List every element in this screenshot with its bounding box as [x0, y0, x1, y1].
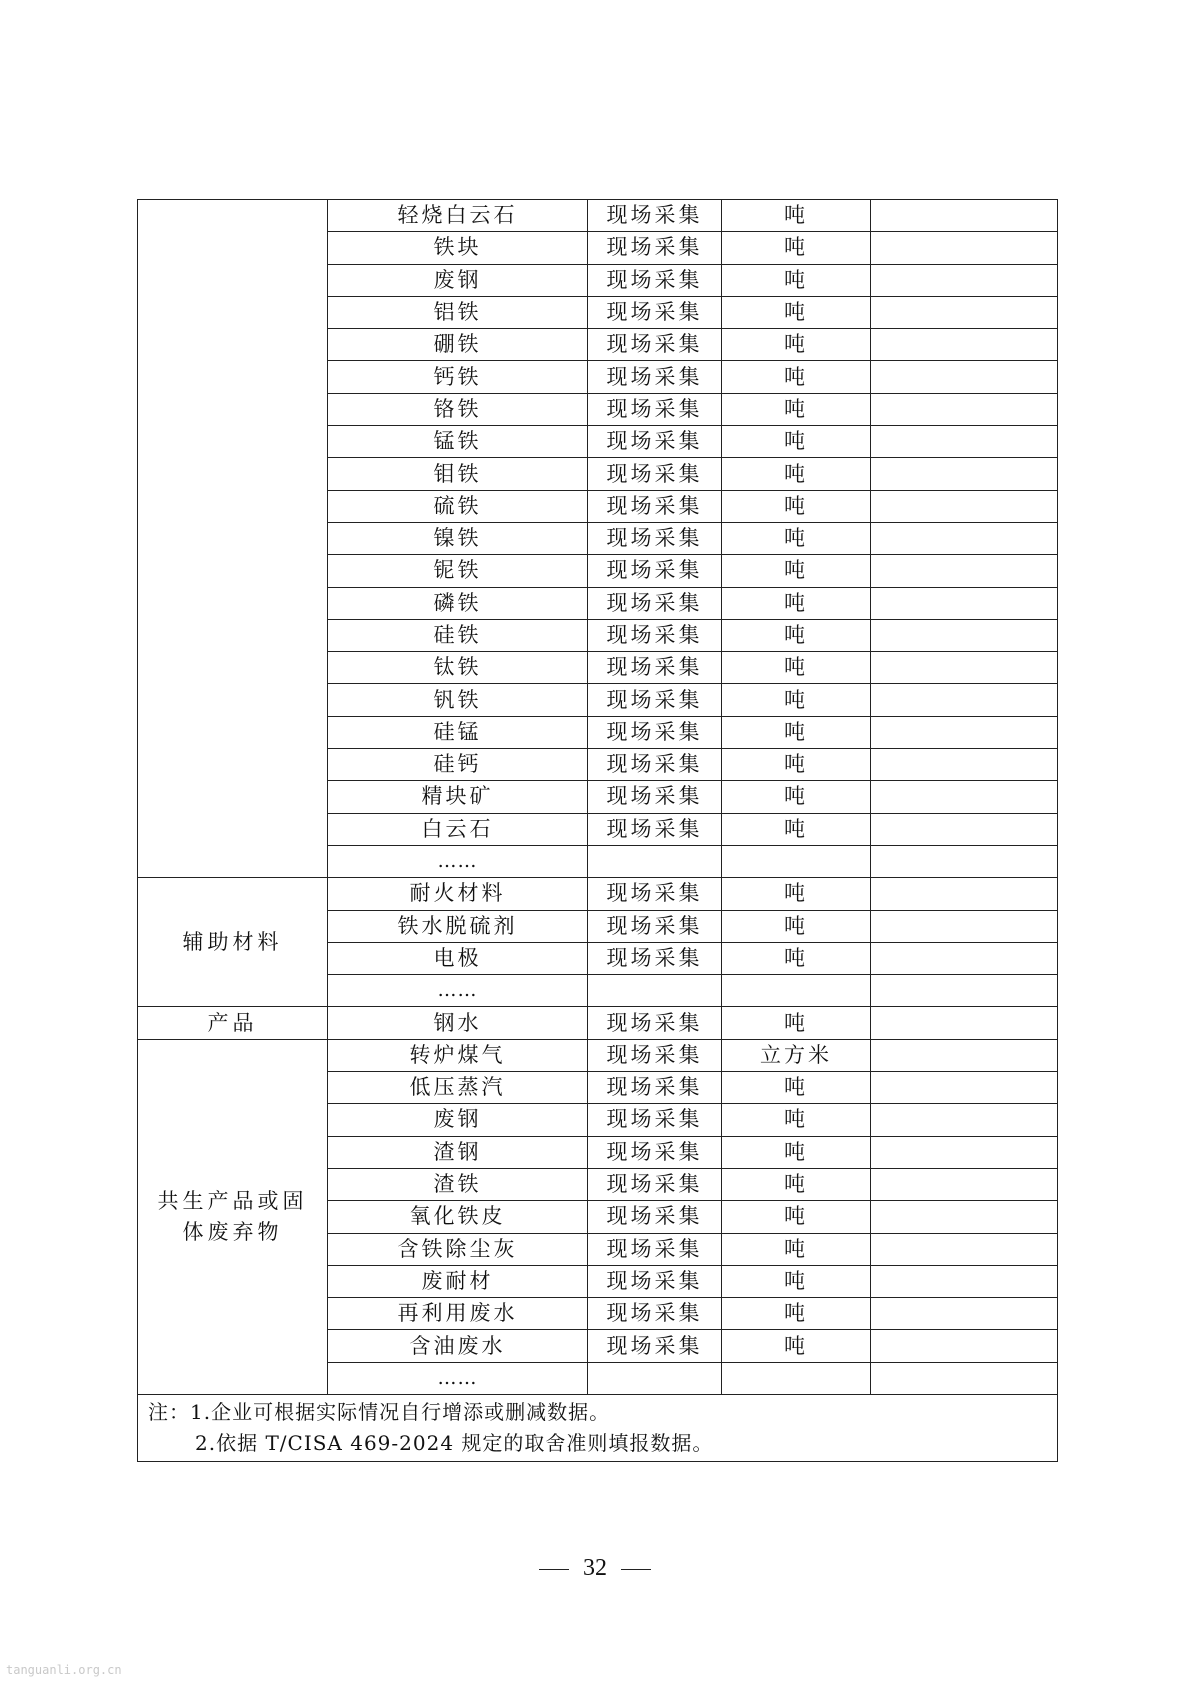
source-cell: 现场采集 [588, 1104, 722, 1136]
value-cell [871, 458, 1058, 490]
unit-cell: 吨 [722, 652, 871, 684]
item-name-cell: 含铁除尘灰 [328, 1233, 588, 1265]
source-cell: 现场采集 [588, 716, 722, 748]
item-name-cell: 锰铁 [328, 426, 588, 458]
page-number: 32 [583, 1555, 607, 1581]
unit-cell: 吨 [722, 716, 871, 748]
item-name-cell: 氧化铁皮 [328, 1201, 588, 1233]
value-cell [871, 845, 1058, 877]
source-cell: 现场采集 [588, 522, 722, 554]
value-cell [871, 490, 1058, 522]
item-name-cell: 铝铁 [328, 296, 588, 328]
table-body [138, 200, 1058, 1395]
item-name-cell: 渣钢 [328, 1136, 588, 1168]
value-cell [871, 1201, 1058, 1233]
note-line-2: 2.依据 T/CISA 469-2024 规定的取舍准则填报数据。 [195, 1430, 714, 1455]
value-cell [871, 361, 1058, 393]
unit-cell: 吨 [722, 749, 871, 781]
value-cell [871, 587, 1058, 619]
value-cell [871, 781, 1058, 813]
source-cell: 现场采集 [588, 393, 722, 425]
unit-cell: 吨 [722, 296, 871, 328]
item-name-cell: 镍铁 [328, 522, 588, 554]
source-cell: 现场采集 [588, 652, 722, 684]
value-cell [871, 619, 1058, 651]
left-dash [539, 1569, 569, 1570]
unit-cell: 吨 [722, 232, 871, 264]
source-cell: 现场采集 [588, 1168, 722, 1200]
value-cell [871, 652, 1058, 684]
table-row [138, 1007, 1058, 1039]
source-cell: 现场采集 [588, 232, 722, 264]
unit-cell: 立方米 [722, 1039, 871, 1071]
value-cell [871, 393, 1058, 425]
unit-cell: 吨 [722, 587, 871, 619]
item-name-cell: 含油废水 [328, 1330, 588, 1362]
item-name-cell: 硅钙 [328, 749, 588, 781]
unit-cell: 吨 [722, 1007, 871, 1039]
table-note [138, 1394, 1058, 1461]
item-name-cell: 铬铁 [328, 393, 588, 425]
item-name-cell: …… [328, 845, 588, 877]
value-cell [871, 200, 1058, 232]
source-cell: 现场采集 [588, 878, 722, 910]
item-name-cell: 耐火材料 [328, 878, 588, 910]
unit-cell: 吨 [722, 781, 871, 813]
source-cell: 现场采集 [588, 1298, 722, 1330]
value-cell [871, 1265, 1058, 1297]
value-cell [871, 813, 1058, 845]
unit-cell: 吨 [722, 200, 871, 232]
source-cell [588, 975, 722, 1007]
source-cell: 现场采集 [588, 361, 722, 393]
item-name-cell: 钙铁 [328, 361, 588, 393]
source-cell: 现场采集 [588, 490, 722, 522]
value-cell [871, 910, 1058, 942]
value-cell [871, 1362, 1058, 1394]
value-cell [871, 1330, 1058, 1362]
value-cell [871, 1233, 1058, 1265]
item-name-cell: 低压蒸汽 [328, 1072, 588, 1104]
note-row [138, 1394, 1058, 1461]
unit-cell: 吨 [722, 1265, 871, 1297]
source-cell: 现场采集 [588, 684, 722, 716]
unit-cell: 吨 [722, 490, 871, 522]
source-cell: 现场采集 [588, 1039, 722, 1071]
item-name-cell: 废钢 [328, 264, 588, 296]
unit-cell: 吨 [722, 878, 871, 910]
value-cell [871, 749, 1058, 781]
value-cell [871, 426, 1058, 458]
source-cell: 现场采集 [588, 1136, 722, 1168]
value-cell [871, 1072, 1058, 1104]
source-cell: 现场采集 [588, 426, 722, 458]
table-row [138, 1039, 1058, 1071]
source-cell [588, 845, 722, 877]
source-cell: 现场采集 [588, 264, 722, 296]
item-name-cell: 白云石 [328, 813, 588, 845]
source-cell: 现场采集 [588, 329, 722, 361]
unit-cell: 吨 [722, 393, 871, 425]
source-cell: 现场采集 [588, 910, 722, 942]
source-cell: 现场采集 [588, 587, 722, 619]
item-name-cell: 硼铁 [328, 329, 588, 361]
source-cell: 现场采集 [588, 1201, 722, 1233]
source-cell: 现场采集 [588, 1072, 722, 1104]
value-cell [871, 975, 1058, 1007]
value-cell [871, 329, 1058, 361]
unit-cell [722, 845, 871, 877]
source-cell: 现场采集 [588, 1233, 722, 1265]
item-name-cell: 硅锰 [328, 716, 588, 748]
value-cell [871, 1007, 1058, 1039]
source-cell: 现场采集 [588, 942, 722, 974]
unit-cell: 吨 [722, 1072, 871, 1104]
item-name-cell: 磷铁 [328, 587, 588, 619]
source-cell: 现场采集 [588, 749, 722, 781]
unit-cell: 吨 [722, 619, 871, 651]
unit-cell: 吨 [722, 1136, 871, 1168]
item-name-cell: 转炉煤气 [328, 1039, 588, 1071]
item-name-cell: 电极 [328, 942, 588, 974]
unit-cell [722, 975, 871, 1007]
source-cell [588, 1362, 722, 1394]
unit-cell: 吨 [722, 329, 871, 361]
item-name-cell: 再利用废水 [328, 1298, 588, 1330]
note-line-1: 注：1.企业可根据实际情况自行增添或删减数据。 [148, 1399, 611, 1424]
item-name-cell: 硫铁 [328, 490, 588, 522]
unit-cell: 吨 [722, 1168, 871, 1200]
value-cell [871, 942, 1058, 974]
source-cell: 现场采集 [588, 555, 722, 587]
unit-cell: 吨 [722, 1233, 871, 1265]
unit-cell: 吨 [722, 426, 871, 458]
unit-cell: 吨 [722, 1104, 871, 1136]
item-name-cell: …… [328, 1362, 588, 1394]
unit-cell: 吨 [722, 555, 871, 587]
source-cell: 现场采集 [588, 200, 722, 232]
value-cell [871, 716, 1058, 748]
item-name-cell: 废钢 [328, 1104, 588, 1136]
item-name-cell: 渣铁 [328, 1168, 588, 1200]
item-name-cell: 钼铁 [328, 458, 588, 490]
item-name-cell: 铁水脱硫剂 [328, 910, 588, 942]
source-cell: 现场采集 [588, 1330, 722, 1362]
page-footer [0, 1555, 1190, 1582]
item-name-cell: …… [328, 975, 588, 1007]
unit-cell: 吨 [722, 1330, 871, 1362]
value-cell [871, 1298, 1058, 1330]
item-name-cell: 铁块 [328, 232, 588, 264]
unit-cell: 吨 [722, 910, 871, 942]
category-cell: 共生产品或固 体废弃物 [138, 1039, 328, 1394]
source-cell: 现场采集 [588, 619, 722, 651]
unit-cell: 吨 [722, 813, 871, 845]
value-cell [871, 684, 1058, 716]
item-name-cell: 钛铁 [328, 652, 588, 684]
unit-cell: 吨 [722, 1201, 871, 1233]
category-cell: 辅助材料 [138, 878, 328, 1007]
value-cell [871, 878, 1058, 910]
value-cell [871, 232, 1058, 264]
right-dash [621, 1569, 651, 1570]
source-cell: 现场采集 [588, 1007, 722, 1039]
unit-cell: 吨 [722, 684, 871, 716]
unit-cell: 吨 [722, 264, 871, 296]
table-row [138, 878, 1058, 910]
item-name-cell: 轻烧白云石 [328, 200, 588, 232]
unit-cell: 吨 [722, 458, 871, 490]
value-cell [871, 296, 1058, 328]
value-cell [871, 1039, 1058, 1071]
source-cell: 现场采集 [588, 781, 722, 813]
value-cell [871, 1168, 1058, 1200]
unit-cell: 吨 [722, 942, 871, 974]
unit-cell: 吨 [722, 361, 871, 393]
source-cell: 现场采集 [588, 458, 722, 490]
value-cell [871, 522, 1058, 554]
unit-cell: 吨 [722, 1298, 871, 1330]
category-cell [138, 200, 328, 878]
table-row [138, 200, 1058, 232]
item-name-cell: 精块矿 [328, 781, 588, 813]
value-cell [871, 264, 1058, 296]
data-table [137, 199, 1058, 1462]
item-name-cell: 钢水 [328, 1007, 588, 1039]
source-cell: 现场采集 [588, 296, 722, 328]
value-cell [871, 555, 1058, 587]
value-cell [871, 1136, 1058, 1168]
item-name-cell: 硅铁 [328, 619, 588, 651]
unit-cell [722, 1362, 871, 1394]
source-cell: 现场采集 [588, 813, 722, 845]
source-cell: 现场采集 [588, 1265, 722, 1297]
watermark: tanguanli.org.cn [6, 1663, 122, 1677]
item-name-cell: 铌铁 [328, 555, 588, 587]
value-cell [871, 1104, 1058, 1136]
unit-cell: 吨 [722, 522, 871, 554]
category-cell: 产品 [138, 1007, 328, 1039]
item-name-cell: 钒铁 [328, 684, 588, 716]
item-name-cell: 废耐材 [328, 1265, 588, 1297]
